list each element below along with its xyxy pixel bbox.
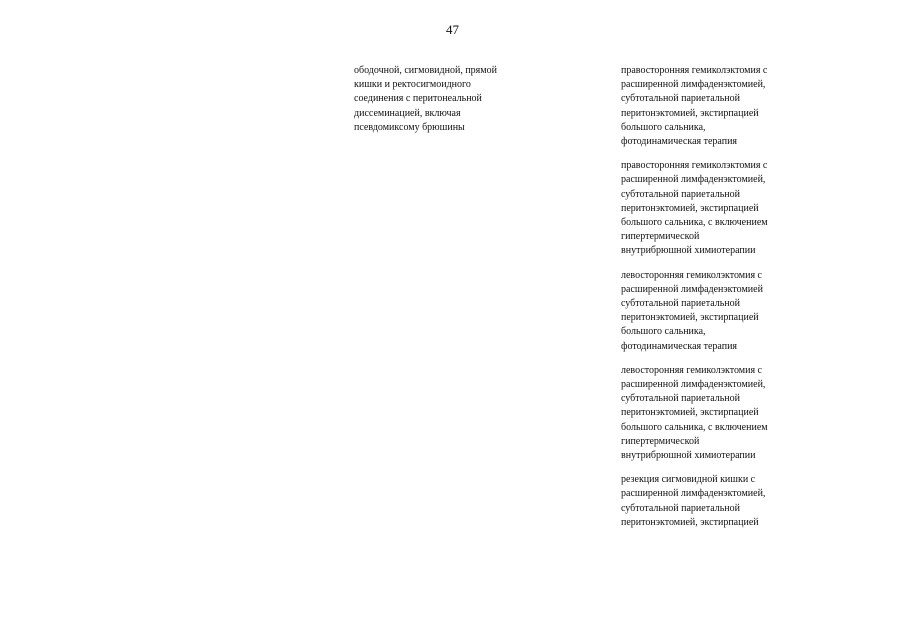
text-line: перитонэктомией, экстирпацией	[621, 107, 759, 119]
text-line: внутрибрюшной химиотерапии	[621, 245, 756, 257]
text-line: большого сальника,	[621, 326, 706, 338]
text-line: левосторонняя гемиколэктомия с	[621, 364, 762, 376]
text-line: субтотальной париетальной	[621, 188, 740, 200]
treatment-paragraph	[621, 64, 811, 149]
text-line: псевдомиксому брюшины	[354, 121, 465, 133]
text-line: правосторонняя гемиколэктомия с	[621, 65, 768, 76]
text-line: кишки и ректосигмоидного	[354, 79, 471, 91]
diagnosis-column	[354, 64, 544, 135]
treatment-paragraph	[621, 473, 811, 530]
text-line: расширенной лимфаденэктомией,	[621, 174, 766, 186]
text-line: фотодинамическая терапия	[621, 136, 738, 148]
text-line: перитонэктомией, экстирпацией	[621, 202, 759, 214]
text-line: правосторонняя гемиколэктомия с	[621, 160, 768, 172]
text-line: фотодинамическая терапия	[621, 340, 738, 352]
text-line: диссеминацией, включая	[354, 107, 461, 119]
text-line: большого сальника,	[621, 121, 706, 133]
text-line: субтотальной париетальной	[621, 298, 740, 310]
text-line: субтотальной париетальной	[621, 393, 740, 405]
text-line: перитонэктомией, экстирпацией	[621, 516, 759, 528]
text-line: внутрибрюшной химиотерапии	[621, 450, 756, 462]
text-line: ободочной, сигмовидной, прямой	[354, 65, 497, 76]
text-line: соединения с перитонеальной	[354, 93, 482, 105]
text-line: перитонэктомией, экстирпацией	[621, 312, 759, 324]
page-number: 47	[446, 22, 459, 37]
text-line: расширенной лимфаденэктомией	[621, 283, 763, 295]
text-line: расширенной лимфаденэктомией,	[621, 488, 766, 500]
text-line: большого сальника, с включением	[621, 217, 768, 229]
text-line: гипертермической	[621, 231, 700, 243]
treatment-paragraph	[621, 159, 811, 258]
treatment-column	[621, 64, 811, 540]
treatment-paragraph	[621, 364, 811, 463]
text-line: расширенной лимфаденэктомией,	[621, 79, 766, 91]
text-line: субтотальной париетальной	[621, 93, 740, 105]
text-line: резекция сигмовидной кишки с	[621, 474, 756, 486]
text-line: левосторонняя гемиколэктомия с	[621, 269, 762, 281]
text-line: перитонэктомией, экстирпацией	[621, 407, 759, 419]
text-line: субтотальной париетальной	[621, 502, 740, 514]
treatment-paragraph	[621, 269, 811, 354]
text-line: расширенной лимфаденэктомией,	[621, 379, 766, 391]
text-line: большого сальника, с включением	[621, 421, 768, 433]
text-line: гипертермической	[621, 435, 700, 447]
